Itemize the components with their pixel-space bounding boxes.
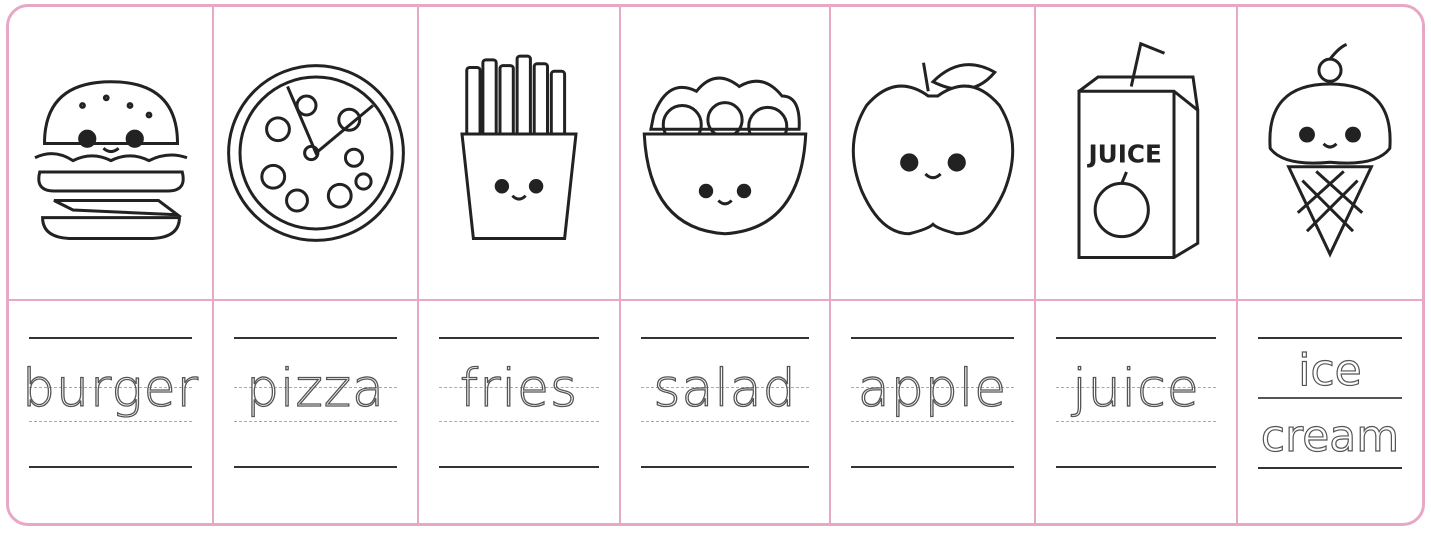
guide-line-base — [641, 421, 809, 422]
picture-cell-pizza — [214, 7, 419, 301]
food-word-grid — [9, 7, 1422, 523]
writing-line-top — [234, 337, 397, 339]
writing-line-bottom — [641, 466, 809, 468]
tracing-cell-pizza — [214, 301, 419, 523]
juice-box-icon — [1041, 38, 1231, 268]
picture-cell-apple — [831, 7, 1036, 301]
worksheet — [6, 4, 1425, 526]
writing-line-mid — [1258, 397, 1402, 399]
writing-line-top — [641, 337, 809, 339]
writing-line-bottom — [234, 466, 397, 468]
picture-cell-ice-cream — [1238, 7, 1422, 301]
trace-word: fries — [459, 359, 579, 419]
picture-cell-salad — [621, 7, 831, 301]
guide-line-base — [439, 421, 599, 422]
pizza-icon — [221, 38, 411, 268]
writing-line-top — [851, 337, 1014, 339]
picture-cell-burger — [9, 7, 214, 301]
picture-cell-fries — [419, 7, 621, 301]
writing-line-top — [1056, 337, 1216, 339]
fries-icon — [424, 38, 614, 268]
trace-word: salad — [653, 359, 797, 419]
ice-cream-icon — [1238, 38, 1422, 268]
burger-icon — [16, 38, 206, 268]
guide-line-base — [234, 421, 397, 422]
guide-line-base — [29, 421, 192, 422]
trace-word: apple — [857, 359, 1008, 419]
tracing-cell-juice — [1036, 301, 1238, 523]
trace-word-line1: ice — [1298, 345, 1362, 396]
tracing-cell-salad — [621, 301, 831, 523]
writing-line-bottom — [29, 466, 192, 468]
writing-line-bottom — [439, 466, 599, 468]
salad-icon — [630, 38, 820, 268]
writing-line-bottom — [851, 466, 1014, 468]
trace-word: pizza — [246, 359, 385, 419]
trace-word-line2: cream — [1260, 411, 1400, 462]
picture-cell-juice — [1036, 7, 1238, 301]
trace-word: juice — [1072, 359, 1200, 419]
guide-line-base — [851, 421, 1014, 422]
guide-line-base — [1056, 421, 1216, 422]
writing-line-bottom — [1258, 467, 1402, 469]
writing-line-top — [29, 337, 192, 339]
apple-icon — [838, 38, 1028, 268]
writing-line-top — [439, 337, 599, 339]
tracing-cell-fries — [419, 301, 621, 523]
writing-line-bottom — [1056, 466, 1216, 468]
tracing-cell-ice-cream — [1238, 301, 1422, 523]
tracing-cell-apple — [831, 301, 1036, 523]
trace-word: burger — [21, 359, 199, 419]
juice-box-label: JUICE — [1088, 139, 1162, 169]
writing-line-top — [1258, 337, 1402, 339]
tracing-cell-burger — [9, 301, 214, 523]
